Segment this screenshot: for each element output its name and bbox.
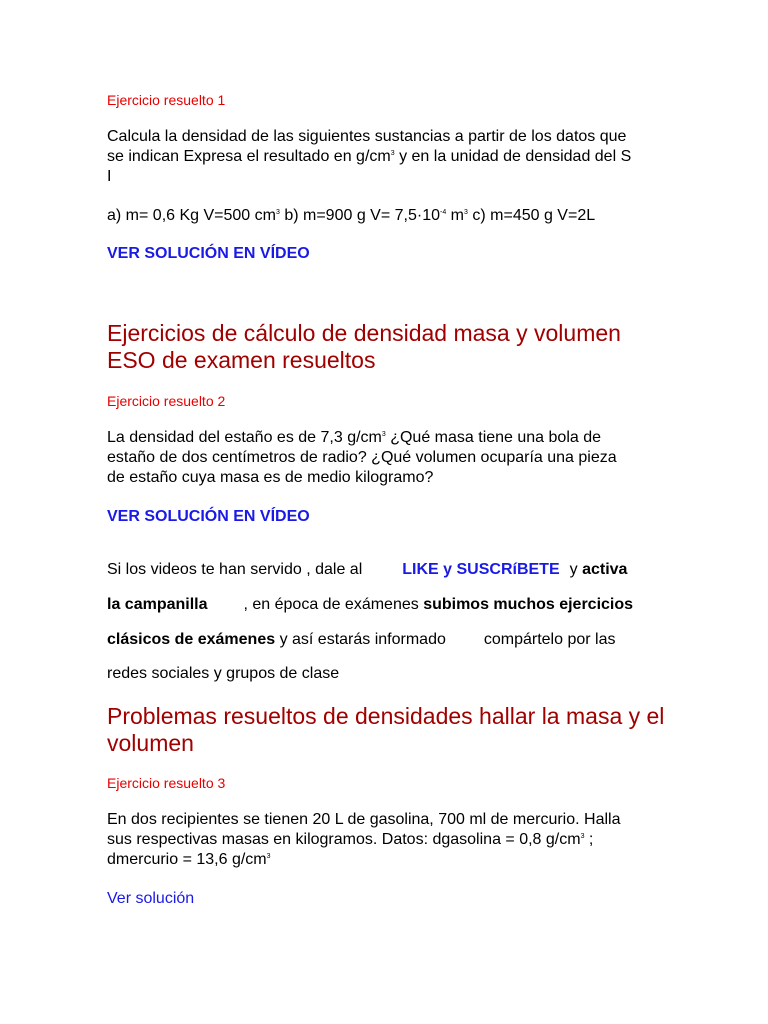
exercise-1-solution-link[interactable]: VER SOLUCIÓN EN VÍDEO xyxy=(107,245,310,262)
exercise-2-line-1a: La densidad del estaño es de 7,3 g/cm xyxy=(107,429,382,446)
promo-line-1 xyxy=(107,560,627,580)
promo-text-clasicos: clásicos de exámenes xyxy=(107,631,276,648)
superscript-3: 3 xyxy=(266,853,271,860)
promo-text-y: y xyxy=(569,561,578,578)
exercise-1-line-2 xyxy=(107,147,631,167)
section-1-heading-line-2: ESO de examen resueltos xyxy=(107,347,376,373)
exercise-1-data-b: b) m=900 g V= 7,5·10 xyxy=(279,207,440,224)
section-2-heading-line-2: volumen xyxy=(107,730,194,756)
exercise-1-line-2b: y en la unidad de densidad del S xyxy=(394,148,632,165)
superscript-3: 3 xyxy=(464,209,468,216)
promo-text-1: Si los videos te han servido , dale al xyxy=(107,561,363,578)
exercise-1-line-2a: se indican Expresa el resultado en g/cm xyxy=(107,148,391,165)
exercise-3-line-3 xyxy=(107,850,620,870)
promo-line-2 xyxy=(107,595,633,615)
exercise-1-line-3: I xyxy=(107,168,112,185)
exercise-2-line-1b: ¿Qué masa tiene una bola de xyxy=(385,429,602,446)
promo-text-subimos: subimos muchos ejercicios xyxy=(423,596,634,613)
superscript-3: 3 xyxy=(390,150,395,157)
promo-text-campanilla: la campanilla xyxy=(107,596,208,613)
superscript-3: 3 xyxy=(580,833,585,840)
exercise-3-label: Ejercicio resuelto 3 xyxy=(107,775,226,791)
exercise-3-line-3a: dmercurio = 13,6 g/cm xyxy=(107,851,267,868)
exercise-1-label: Ejercicio resuelto 1 xyxy=(107,92,226,108)
promo-line-3 xyxy=(107,630,615,650)
exercise-2-line-3: de estaño cuya masa es de medio kilogramo? xyxy=(107,469,434,486)
exercise-3-line-2 xyxy=(107,830,620,850)
exercise-3-text xyxy=(107,810,620,870)
exercise-2-line-1 xyxy=(107,428,617,448)
exercise-2-line-2: estaño de dos centímetros de radio? ¿Qué volumen ocuparía una pieza xyxy=(107,449,617,466)
superscript-3: 3 xyxy=(381,431,386,438)
exercise-1-data-c: m xyxy=(446,207,465,224)
section-1-heading-line-1: Ejercicios de cálculo de densidad masa y volumen xyxy=(107,320,621,346)
exercise-2-label: Ejercicio resuelto 2 xyxy=(107,393,226,409)
exercise-1-data xyxy=(107,206,595,226)
promo-text-3: y así estarás informado xyxy=(279,631,446,648)
exercise-3-line-2b: ; xyxy=(584,831,594,848)
section-1-heading xyxy=(107,320,621,374)
exercise-2-solution-link[interactable]: VER SOLUCIÓN EN VÍDEO xyxy=(107,508,310,525)
promo-text-2: , en época de exámenes xyxy=(243,596,419,613)
exercise-3-line-2a: sus respectivas masas en kilogramos. Datos: dgasolina = 0,8 g/cm xyxy=(107,831,581,848)
exercise-1-text xyxy=(107,127,631,187)
exercise-1-data-a: a) m= 0,6 Kg V=500 cm xyxy=(107,207,276,224)
promo-text-comparte: compártelo por las xyxy=(483,631,616,648)
exercise-1-data-d: c) m=450 g V=2L xyxy=(467,207,596,224)
superscript-3: 3 xyxy=(275,209,280,216)
section-2-heading xyxy=(107,703,664,757)
exercise-3-solution-link[interactable]: Ver solución xyxy=(107,890,195,907)
section-2-heading-line-1: Problemas resueltos de densidades hallar la masa y el xyxy=(107,703,665,729)
like-subscribe-link[interactable]: LIKE y SUSCRíBETE xyxy=(402,561,560,578)
superscript-neg4: -4 xyxy=(440,209,447,216)
exercise-1-line-1: Calcula la densidad de las siguientes sustancias a partir de los datos que xyxy=(107,128,627,145)
exercise-2-text xyxy=(107,428,617,488)
promo-line-4: redes sociales y grupos de clase xyxy=(107,665,340,682)
promo-text-activa: activa xyxy=(582,561,628,578)
exercise-3-line-1: En dos recipientes se tienen 20 L de gasolina, 700 ml de mercurio. Halla xyxy=(107,811,621,828)
